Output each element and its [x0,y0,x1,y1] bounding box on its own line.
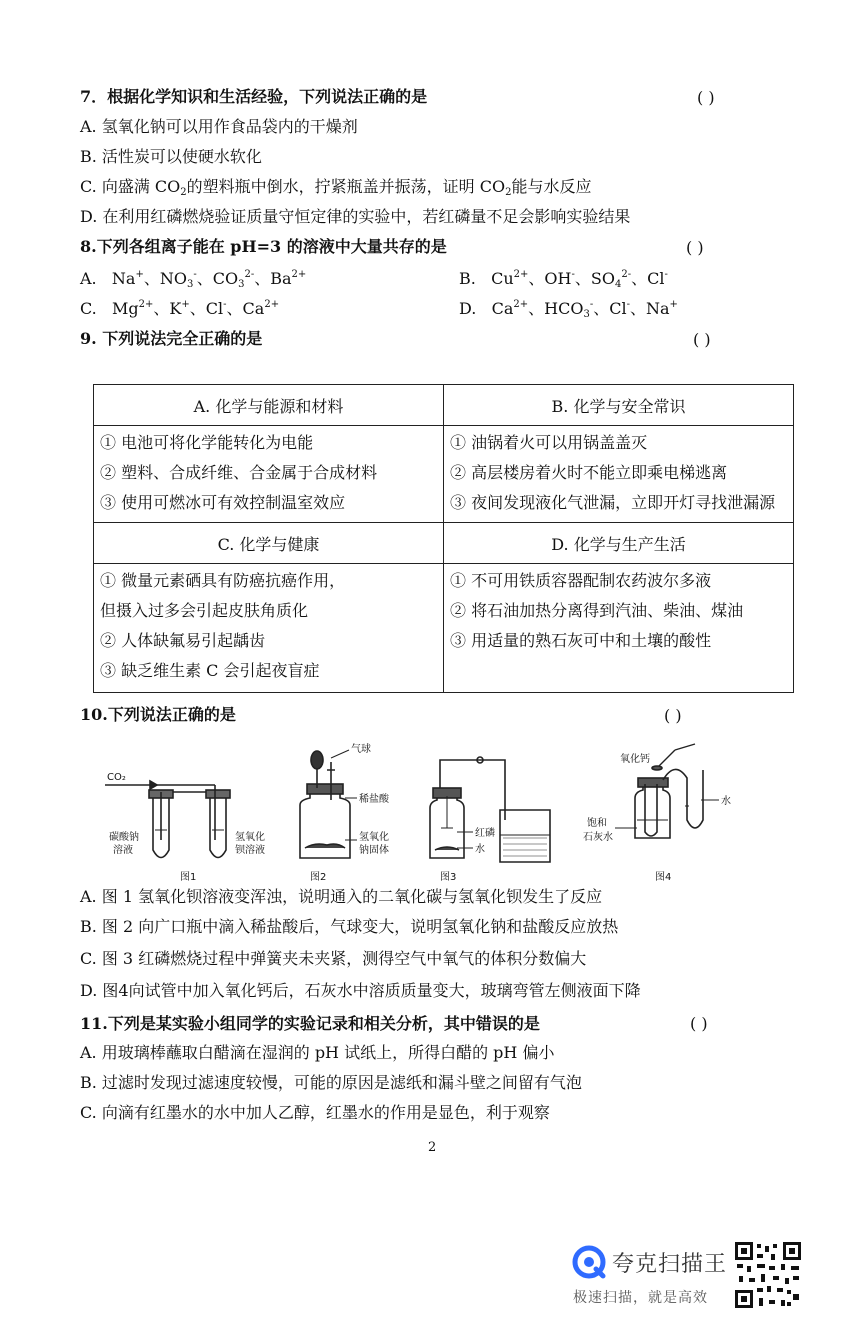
q11-option-b: B. 过滤时发现过滤速度较慢，可能的原因是滤纸和漏斗壁之间留有气泡 [80,1073,582,1092]
q9-d-item: ② 将石油加热分离得到汽油、柴油、煤油 [450,601,744,621]
fig4-lime-label-2: 石灰水 [583,832,613,843]
fig2-acid-label: 稀盐酸 [359,794,389,805]
fig2-solid-label-2: 钠固体 [359,845,389,856]
q9-cell-b [444,426,794,523]
q9-a-item: ① 电池可将化学能转化为电能 [100,433,314,452]
fig2-solid-label: 氢氧化 [359,832,389,843]
q11-option-a: A. 用玻璃棒蘸取白醋滴在湿润的 pH 试纸上，所得白醋的 pH 偏小 [80,1043,555,1062]
fig1-left-label: 碳酸钠 [109,832,139,843]
fig4-cao-label: 氧化钙 [620,754,650,765]
q8-stem: 8.下列各组离子能在 pH=3 的溶液中大量共存的是 [80,237,447,256]
q9-b-item: ① 油锅着火可以用锅盖盖灭 [450,433,648,452]
fig4-lime-label: 饱和 [587,818,607,829]
q9-cell-c [94,564,444,693]
q11-option-c: C. 向滴有红墨水的水中加人乙醇，红墨水的作用是显色，利于观察 [80,1103,550,1122]
q10-option-c: C. 图 3 红磷燃烧过程中弹簧夹未夹紧，测得空气中氧气的体积分数偏大 [80,949,587,968]
q8-option-c: C. $Mg^{2+}$、K+、Cl-、$Ca^{2+}$ [80,299,280,318]
q10-option-d: D. 图4向试管中加入氧化钙后，石灰水中溶质质量变大，玻璃弯管左侧液面下降 [80,981,641,1000]
fig3-water-label: 水 [475,844,485,855]
fig1-right-label-2: 钡溶液 [235,845,265,856]
fig3-p-label: 红磷 [475,828,495,839]
q7-option-b: B. 活性炭可以使硬水软化 [80,147,262,166]
page-number: 2 [428,1140,437,1155]
q7-option-c: C. 向盛满 $CO_2$的塑料瓶中倒水，拧紧瓶盖并振荡，证明 $CO_2$能与水反应 [80,177,592,198]
q9-a-item: ② 塑料、合成纤维、合金属于合成材料 [100,463,378,482]
q10-answer-paren: ( ) [664,706,682,725]
q7-answer-paren: ( ) [697,88,715,107]
q10-option-a: A. 图 1 氢氧化钡溶液变浑浊，说明通入的二氧化碳与氢氧化钡发生了反应 [80,887,603,906]
q9-c-item: ③ 缺乏维生素 C 会引起夜盲症 [100,661,320,681]
q10-stem: 10.下列说法正确的是 [80,705,236,724]
fig1-caption: 图1 [180,872,197,883]
q9-stem: 9. 下列说法完全正确的是 [80,329,263,348]
q9-d-item: ③ 用适量的熟石灰可中和土壤的酸性 [450,631,712,651]
fig1-right-label: 氢氧化 [235,832,265,843]
q9-b-item: ③ 夜间发现液化气泄漏，立即开灯寻找泄漏源 [450,493,776,512]
q8-option-b: B. $Cu^{2+}$、OH-、$SO_4^{2-}$、Cl- [459,269,668,290]
qr-code-icon [735,1242,801,1308]
q10-apparatus-figure [95,740,755,885]
fig3-apparatus [430,757,550,862]
q11-stem: 11.下列是某实验小组同学的实验记录和相关分析，其中错误的是 [80,1014,540,1033]
q9-cell-a-header: A. 化学与能源和材料 [94,385,444,426]
q9-c-item: 但摄入过多会引起皮肤角质化 [100,601,309,621]
q9-answer-paren: ( ) [693,330,711,349]
q11-answer-paren: ( ) [690,1014,708,1033]
q7-option-d: D. 在利用红磷燃烧验证质量守恒定律的实验中，若红磷量不足会影响实验结果 [80,207,631,226]
fig2-apparatus [300,750,357,858]
fig3-caption: 图3 [440,872,457,883]
q9-cell-d-header: D. 化学与生产生活 [444,523,794,564]
watermark-slogan: 极速扫描，就是高效 [573,1290,708,1306]
quark-logo-icon [572,1245,606,1279]
q9-a-item: ③ 使用可燃冰可有效控制温室效应 [100,493,346,512]
watermark-name: 夸克扫描王 [612,1252,728,1277]
q9-b-item: ② 高层楼房着火时不能立即乘电梯逃离 [450,463,728,482]
fig4-caption: 图4 [655,872,672,883]
q10-option-b: B. 图 2 向广口瓶中滴入稀盐酸后，气球变大，说明氢氧化钠和盐酸反应放热 [80,917,619,936]
q8-answer-paren: ( ) [686,238,704,257]
q9-table [93,384,794,693]
q9-d-item: ① 不可用铁质容器配制农药波尔多液 [450,571,712,591]
fig1-co2-label: CO₂ [107,772,126,783]
q9-cell-a [94,426,444,523]
q9-cell-d [444,564,794,693]
q9-cell-b-header: B. 化学与安全常识 [444,385,794,426]
fig4-water-label: 水 [721,796,731,807]
fig2-caption: 图2 [310,872,327,883]
q8-option-d: D. $Ca^{2+}$、$HCO_3^-$、Cl-、Na+ [459,299,678,320]
fig2-balloon-label: 气球 [351,744,371,755]
q9-c-item: ② 人体缺氟易引起龋齿 [100,631,266,651]
q9-c-item: ① 微量元素硒具有防癌抗癌作用， [100,571,346,591]
q7-option-a: A. 氢氧化钠可以用作食品袋内的干燥剂 [80,117,358,136]
q7-stem: 7．根据化学知识和生活经验，下列说法正确的是 [80,87,428,106]
q9-cell-c-header: C. 化学与健康 [94,523,444,564]
fig1-left-label-2: 溶液 [113,845,133,856]
q8-option-a: A. Na+、$NO_3^-$、$CO_3^{2-}$、$Ba^{2+}$ [80,269,307,290]
